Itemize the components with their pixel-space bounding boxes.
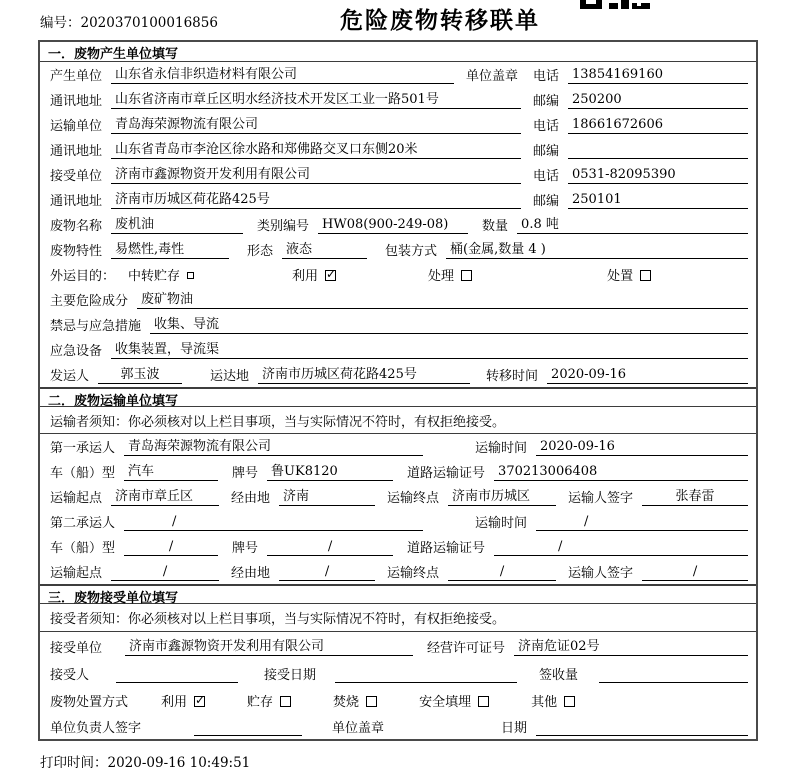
checkbox-icon: [187, 272, 194, 279]
receiver-notice: 接受者须知：你必须核对以上栏目事项，当与实际情况不符时，有权拒绝接受。: [40, 604, 756, 632]
checkbox-label: 利用: [161, 695, 188, 710]
disposal-method-row: [40, 686, 756, 713]
checkbox-label: 处置: [607, 269, 634, 284]
zip-value-blank: [568, 144, 748, 159]
receipt-amount-label: 签收量: [539, 668, 579, 683]
plate-label: 牌号: [232, 466, 259, 481]
serial-label: 编号：: [40, 15, 81, 31]
address-label: 通讯地址: [50, 194, 103, 209]
accept-person-row: [40, 659, 756, 686]
purpose-option-utilize: [292, 265, 336, 284]
equipment-value: 收集装置，导流渠: [111, 338, 748, 359]
phone-label: 电话: [532, 169, 559, 184]
print-time-value: 2020-09-16 10:49:51: [107, 755, 251, 768]
zip-label: 邮编: [532, 94, 559, 109]
checkbox-label: 中转贮存: [128, 269, 181, 284]
waste-name-label: 废物名称: [50, 219, 103, 234]
traits-label: 废物特性: [50, 244, 103, 259]
address-value: 山东省青岛市李沧区徐水路和郑佛路交叉口东侧20米: [111, 138, 521, 159]
first-carrier-label: 第一承运人: [50, 441, 116, 456]
contraindication-value: 收集、导流: [150, 313, 748, 334]
vehicle-row-2: [40, 534, 756, 559]
checkbox-icon: [366, 696, 377, 707]
responsible-sign-value-blank: [194, 721, 302, 736]
accept-date-value-blank: [335, 668, 517, 683]
road-permit-label: 道路运输证号: [407, 541, 486, 556]
carrier-notice: 运输者须知：你必须核对以上栏目事项，当与实际情况不符时，有权拒绝接受。: [40, 407, 756, 434]
emergency-equipment-row: [40, 337, 756, 362]
second-carrier-value-blank: /: [124, 514, 423, 531]
phone-label: 电话: [532, 119, 559, 134]
transport-time-value-blank: /: [536, 514, 748, 531]
hazard-value: 废矿物油: [137, 288, 748, 309]
quantity-value: 0.8 吨: [517, 213, 748, 234]
page-title: 危险废物转移联单: [340, 8, 540, 34]
carrier-sign-value: 张春雷: [642, 485, 748, 506]
destination-label: 运达地: [210, 369, 250, 384]
checkbox-icon: [280, 696, 291, 707]
transport-time-value: 2020-09-16: [536, 439, 748, 456]
zip-value: 250101: [568, 192, 748, 209]
zip-label: 邮编: [532, 194, 559, 209]
traits-value: 易燃性,毒性: [111, 238, 229, 259]
accept-person-label: 接受人: [50, 668, 90, 683]
quantity-label: 数量: [482, 219, 509, 234]
waste-name-row: [40, 212, 756, 237]
hazard-label: 主要危险成分: [50, 294, 129, 309]
vehicle-type-label: 车（船）型: [50, 466, 116, 481]
producer-address-row: [40, 87, 756, 112]
checkbox-icon: [640, 270, 651, 281]
print-time-label: 打印时间：: [40, 755, 108, 768]
accept-unit-value: 济南市鑫源物资开发利用有限公司: [125, 635, 413, 656]
disposal-option-incinerate: [333, 691, 377, 710]
via-label: 经由地: [231, 566, 271, 581]
endpoint-label: 运输终点: [387, 566, 440, 581]
first-carrier-row: [40, 434, 756, 459]
phone-label: 电话: [532, 69, 559, 84]
waste-traits-row: [40, 237, 756, 262]
producer-value: 山东省永信非织造材料有限公司: [111, 63, 454, 84]
receiver-unit-row: [40, 162, 756, 187]
transport-address-row: [40, 137, 756, 162]
phone-value: 13854169160: [568, 67, 748, 84]
second-carrier-label: 第二承运人: [50, 516, 116, 531]
destination-value: 济南市历城区荷花路425号: [258, 363, 470, 384]
road-permit-value: 370213006408: [494, 464, 748, 481]
route-row-1: [40, 484, 756, 509]
disposal-option-utilize: [161, 691, 205, 710]
checkbox-icon: [564, 696, 575, 707]
responsible-sign-row: [40, 713, 756, 739]
license-value: 济南危证02号: [514, 635, 748, 656]
checkbox-icon: [478, 696, 489, 707]
hazard-component-row: [40, 287, 756, 312]
via-value: 济南: [279, 485, 375, 506]
origin-label: 运输起点: [50, 566, 103, 581]
contraindication-row: [40, 312, 756, 337]
carrier-sign-label: 运输人签字: [568, 491, 634, 506]
checkbox-label: 利用: [292, 269, 319, 284]
address-value: 济南市历城区荷花路425号: [111, 188, 521, 209]
packing-value: 桶(金属,数量 4 ): [446, 238, 748, 259]
phone-value: 0531-82095390: [568, 167, 748, 184]
plate-value: 鲁UK8120: [267, 460, 393, 481]
address-label: 通讯地址: [50, 94, 103, 109]
transport-unit-value: 青岛海荣源物流有限公司: [111, 113, 521, 134]
checkbox-label: 其他: [531, 695, 558, 710]
checkbox-icon: [325, 270, 336, 281]
form-table: [38, 40, 758, 741]
print-time-line: [40, 751, 250, 768]
first-carrier-value: 青岛海荣源物流有限公司: [124, 435, 423, 456]
plate-label: 牌号: [232, 541, 259, 556]
route-row-2: [40, 559, 756, 584]
unit-seal-label: 单位盖章: [332, 721, 385, 736]
shipper-label: 发运人: [50, 369, 90, 384]
checkbox-icon: [194, 696, 205, 707]
purpose-option-transit-storage: [128, 265, 194, 284]
producer-row: [40, 62, 756, 87]
road-permit-value-blank: /: [494, 539, 748, 556]
serial-value: 2020370100016856: [80, 15, 218, 31]
transport-time-label: 运输时间: [474, 516, 527, 531]
receiver-address-row: [40, 187, 756, 212]
disposal-option-landfill: [419, 691, 489, 710]
checkbox-label: 处理: [428, 269, 455, 284]
via-value-blank: /: [279, 564, 375, 581]
endpoint-value: 济南市历城区: [448, 485, 556, 506]
waste-name-value: 废机油: [111, 213, 243, 234]
accept-unit-row: [40, 632, 756, 659]
origin-value-blank: /: [111, 564, 219, 581]
disposal-option-other: [531, 691, 575, 710]
road-permit-label: 道路运输证号: [407, 466, 486, 481]
vehicle-row-1: [40, 459, 756, 484]
endpoint-value-blank: /: [448, 564, 556, 581]
date-label: 日期: [501, 721, 528, 736]
receiver-unit-label: 接受单位: [50, 169, 103, 184]
checkbox-label: 焚烧: [333, 695, 360, 710]
vehicle-type-value: 汽车: [124, 460, 218, 481]
unit-seal-label: 单位盖章: [465, 69, 518, 84]
transfer-time-value: 2020-09-16: [547, 367, 748, 384]
date-value-blank: [536, 721, 748, 736]
responsible-sign-label: 单位负责人签字: [50, 721, 142, 736]
category-label: 类别编号: [257, 219, 310, 234]
license-label: 经营许可证号: [427, 641, 506, 656]
accept-unit-label: 接受单位: [50, 641, 103, 656]
disposal-label: 废物处置方式: [50, 695, 129, 710]
carrier-sign-value-blank: /: [642, 564, 748, 581]
checkbox-icon: [461, 270, 472, 281]
origin-value: 济南市章丘区: [111, 485, 219, 506]
via-label: 经由地: [231, 491, 271, 506]
checkbox-label: 安全填埋: [419, 695, 472, 710]
receipt-amount-value-blank: [599, 668, 748, 683]
transfer-time-label: 转移时间: [486, 369, 539, 384]
phone-value: 18661672606: [568, 117, 748, 134]
section2-heading: 二．废物运输单位填写: [40, 387, 756, 407]
state-value: 液态: [282, 238, 367, 259]
equipment-label: 应急设备: [50, 344, 103, 359]
zip-value: 250200: [568, 92, 748, 109]
accept-person-value-blank: [116, 668, 238, 683]
second-carrier-row: [40, 509, 756, 534]
transport-unit-row: [40, 112, 756, 137]
endpoint-label: 运输终点: [387, 491, 440, 506]
zip-label: 邮编: [532, 144, 559, 159]
shipper-value: 郭玉波: [98, 363, 182, 384]
address-label: 通讯地址: [50, 144, 103, 159]
packing-label: 包装方式: [385, 244, 438, 259]
qr-code-fragment-icon: [580, 0, 650, 9]
disposal-option-storage: [247, 691, 291, 710]
contraindication-label: 禁忌与应急措施: [50, 319, 142, 334]
receiver-unit-value: 济南市鑫源物资开发利用有限公司: [111, 163, 521, 184]
transport-unit-label: 运输单位: [50, 119, 103, 134]
transfer-purpose-row: [40, 262, 756, 287]
section1-heading: 一．废物产生单位填写: [40, 42, 756, 62]
purpose-option-dispose: [607, 265, 651, 284]
category-value: HW08(900-249-08): [318, 217, 468, 234]
state-label: 形态: [247, 244, 274, 259]
plate-value-blank: /: [267, 539, 393, 556]
address-value: 山东省济南市章丘区明水经济技术开发区工业一路501号: [111, 88, 521, 109]
transport-time-label: 运输时间: [474, 441, 527, 456]
producer-label: 产生单位: [50, 69, 103, 84]
purpose-option-treat: [428, 265, 472, 284]
vehicle-type-label: 车（船）型: [50, 541, 116, 556]
checkbox-label: 贮存: [247, 695, 274, 710]
carrier-sign-label: 运输人签字: [568, 566, 634, 581]
shipper-row: [40, 362, 756, 387]
purpose-label: 外运目的：: [50, 269, 116, 284]
section3-heading: 三．废物接受单位填写: [40, 584, 756, 604]
origin-label: 运输起点: [50, 491, 103, 506]
accept-date-label: 接受日期: [264, 668, 317, 683]
vehicle-type-value-blank: /: [124, 539, 218, 556]
